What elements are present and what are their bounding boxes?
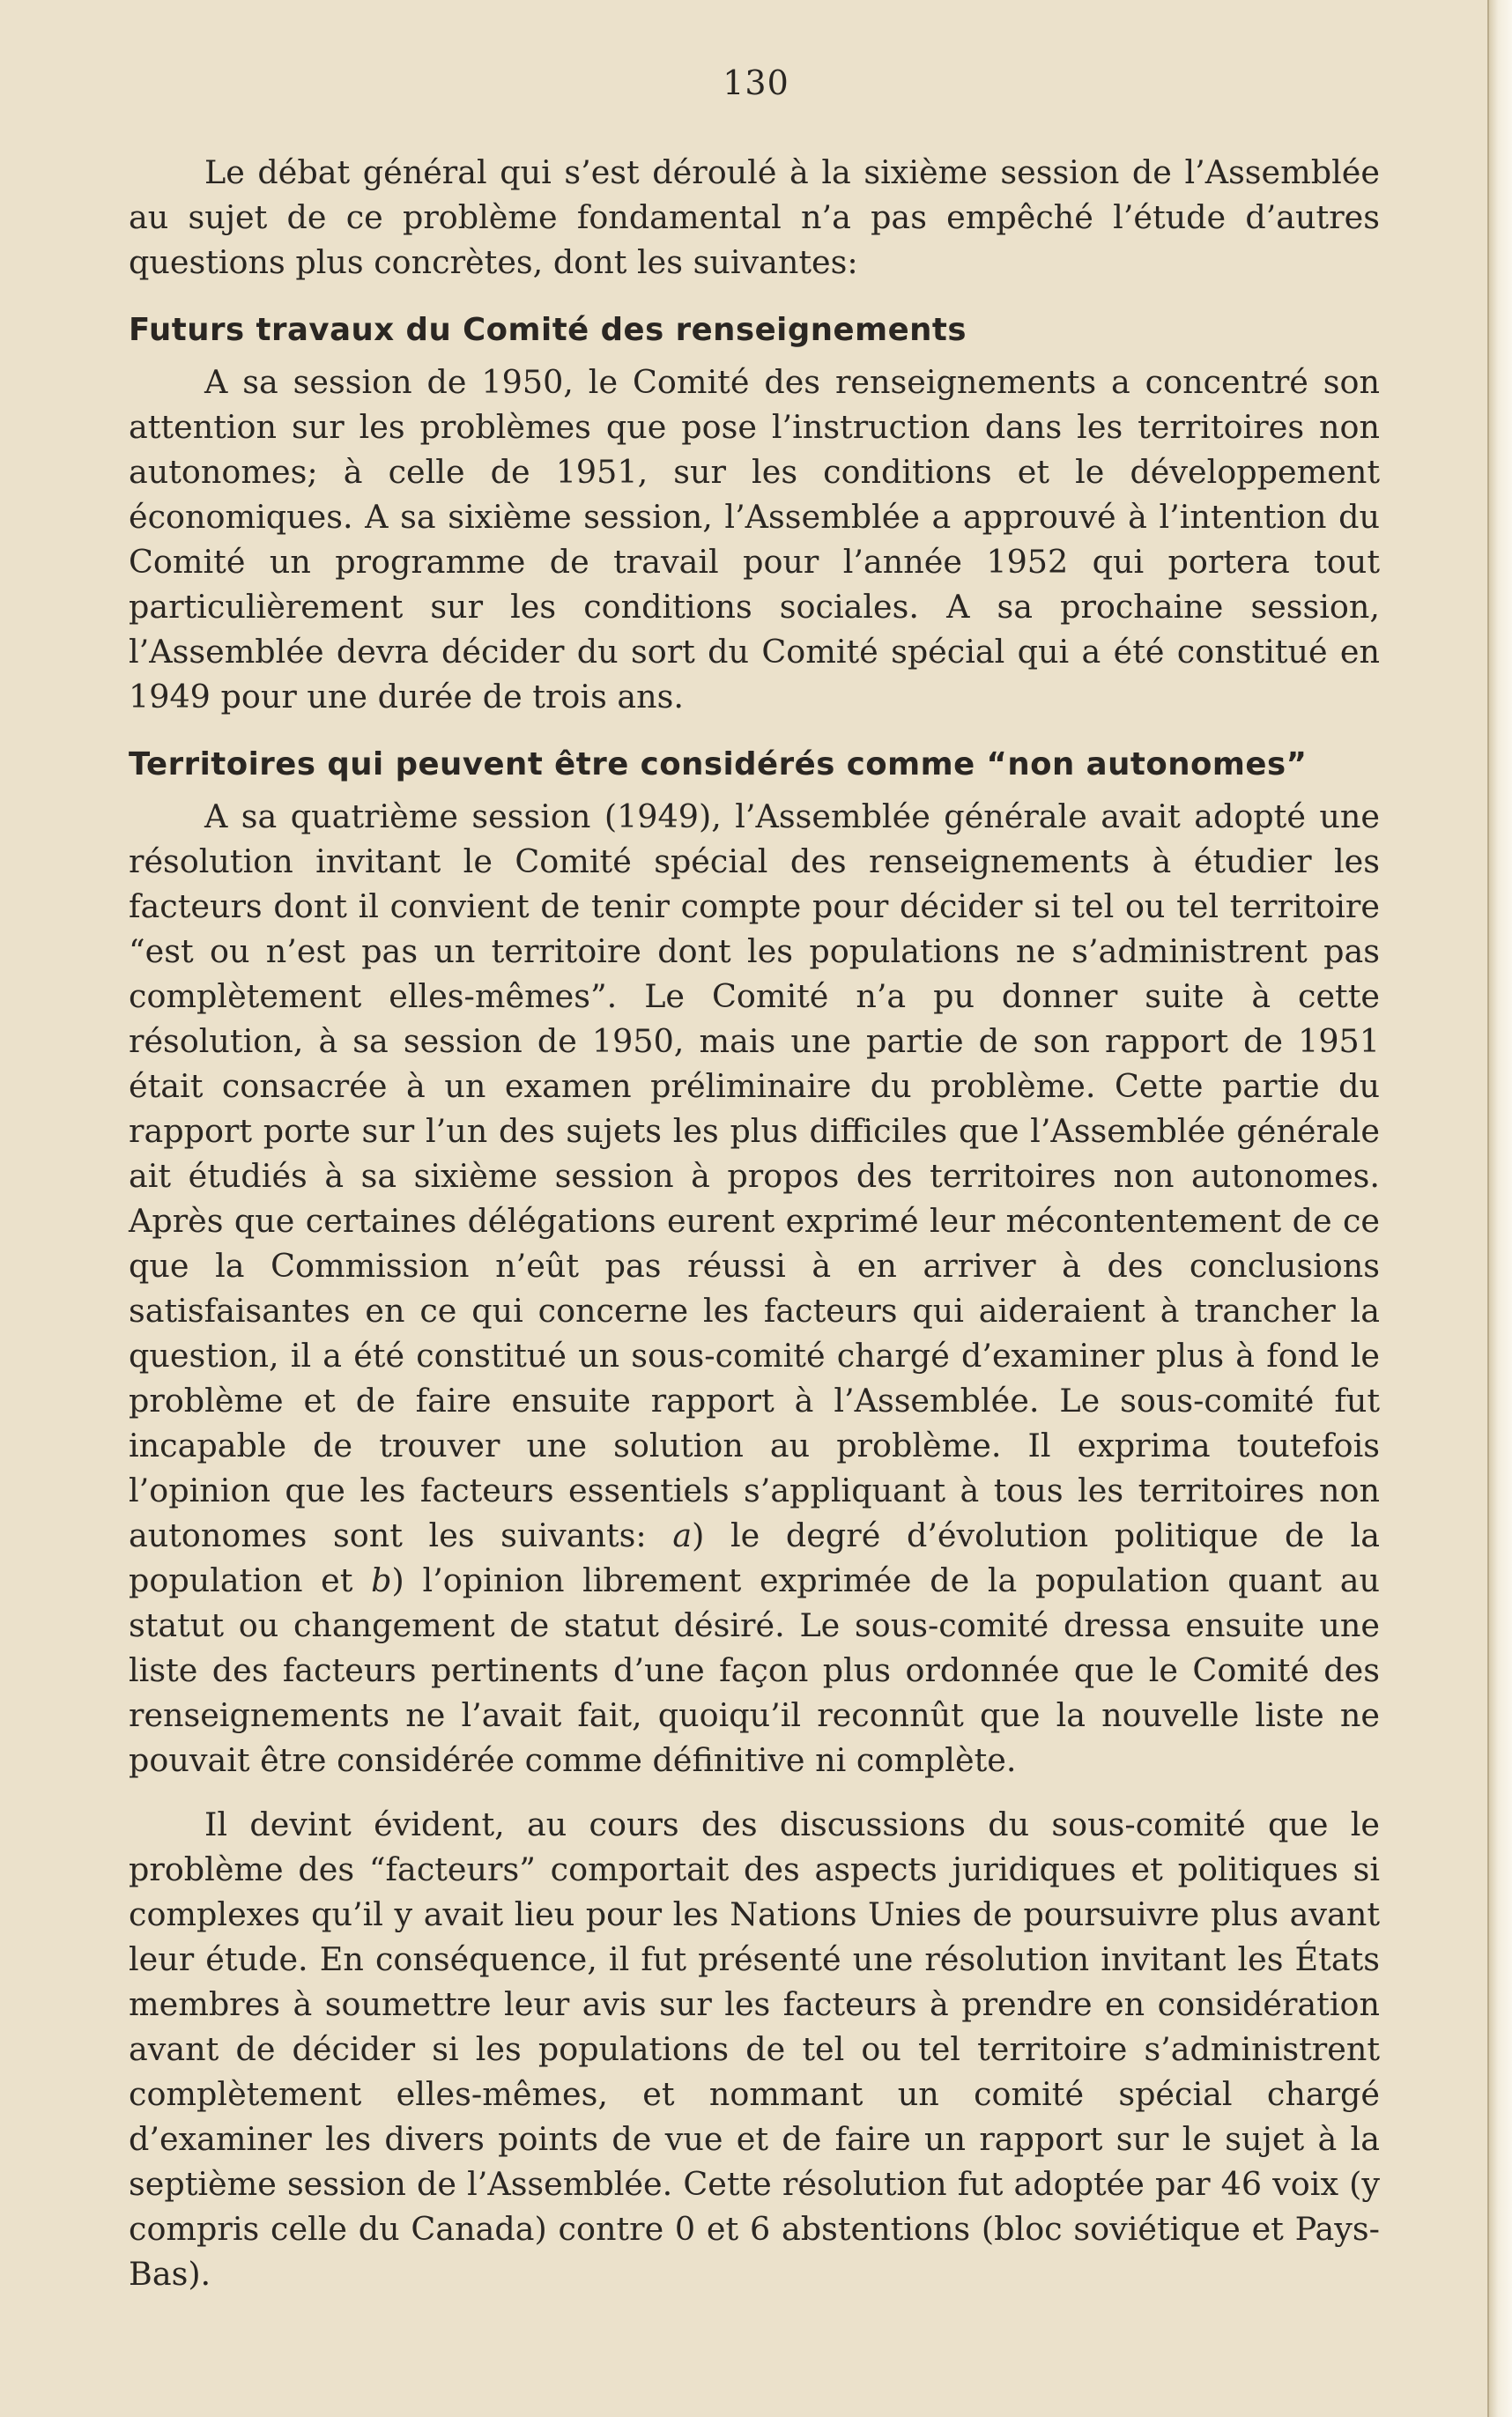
page-number: 130 (723, 63, 789, 102)
list-marker-a: a (672, 1516, 693, 1554)
paragraph-comite-travaux: A sa session de 1950, le Comité des renseignements a concentré son attention sur les problèmes que pose l’instruction dans les territoires non autonomes; à celle de 1951, sur les conditions et le développement économiques. A sa sixième session, l’Assemblée a approuvé à l’intention du Comité un programme de travail pour l’année 1952 qui portera tout particulièrement sur les conditions sociales. A sa prochaine session, l’Assemblée devra décider du sort du Comité spécial qui a été constitué en 1949 pour une durée de trois ans. (129, 363, 1380, 715)
list-marker-b: b (371, 1561, 392, 1599)
paragraph-facteurs (129, 794, 1380, 1783)
section-heading-territoires: Territoires qui peuvent être considérés comme “non autonomes” (129, 746, 1308, 782)
paragraph-facteurs-part1: A sa quatrième session (1949), l’Assemblée générale avait adopté une résolution invitant le Comité spécial des renseignements à étudier les facteurs dont il convient de tenir compte pour décider si tel ou tel territoire “est ou n’est pas un territoire dont les populations ne s’administrent pas complètement elles-mêmes”. Le Comité n’a pu donner suite à cette résolution, à sa session de 1950, mais une partie de son rapport de 1951 était consacrée à un examen préliminaire du problème. Cette partie du rapport porte sur l’un des sujets les plus difficiles que l’Assemblée générale ait étudiés à sa sixième session à propos des territoires non autonomes. Après que certaines délégations eurent exprimé leur mécontentement de ce que la Commission n’eût pas réussi à en arriver à des conclusions satisfaisantes en ce qui concerne les facteurs qui aideraient à trancher la question, il a été constitué un sous-comité chargé d’examiner plus à fond le problème et de faire ensuite rapport à l’Assemblée. Le sous-comité fut incapable de trouver une solution au problème. Il exprima toutefois l’opinion que les facteurs essentiels s’appliquant à tous les territoires non autonomes sont les suivants: (129, 797, 1380, 1554)
page-body (129, 150, 1380, 2296)
intro-paragraph: Le débat général qui s’est déroulé à la sixième session de l’Assemblée au sujet de ce problème fondamental n’a pas empêché l’étude d’autres questions plus concrètes, dont les suivantes: (129, 153, 1380, 281)
paragraph-resolution: Il devint évident, au cours des discussions du sous-comité que le problème des “facteurs” comportait des aspects juridiques et politiques si complexes qu’il y avait lieu pour les Nations Unies de poursuivre plus avant leur étude. En conséquence, il fut présenté une résolution invitant les États membres à soumettre leur avis sur les facteurs à prendre en considération avant de décider si les populations de tel ou tel territoire s’administrent complètement elles-mêmes, et nommant un comité spécial chargé d’examiner les divers points de vue et de faire un rapport sur le sujet à la septième session de l’Assemblée. Cette résolution fut adoptée par 46 voix (y compris celle du Canada) contre 0 et 6 abstentions (bloc soviétique et Pays-Bas). (129, 1805, 1380, 2293)
section-heading-comite: Futurs travaux du Comité des renseignements (129, 312, 967, 348)
paragraph-facteurs-part2: ) le degré d’évolution politique de la population et (129, 1516, 1380, 1599)
page-edge (1487, 0, 1512, 2417)
paragraph-facteurs-part3: ) l’opinion librement exprimée de la population quant au statut ou changement de statut désiré. Le sous-comité dressa ensuite une liste des facteurs pertinents d’une façon plus ordonnée que le Comité des renseignements ne l’avait fait, quoiqu’il reconnût que la nouvelle liste ne pouvait être considérée comme définitive ni complète. (129, 1561, 1381, 1779)
